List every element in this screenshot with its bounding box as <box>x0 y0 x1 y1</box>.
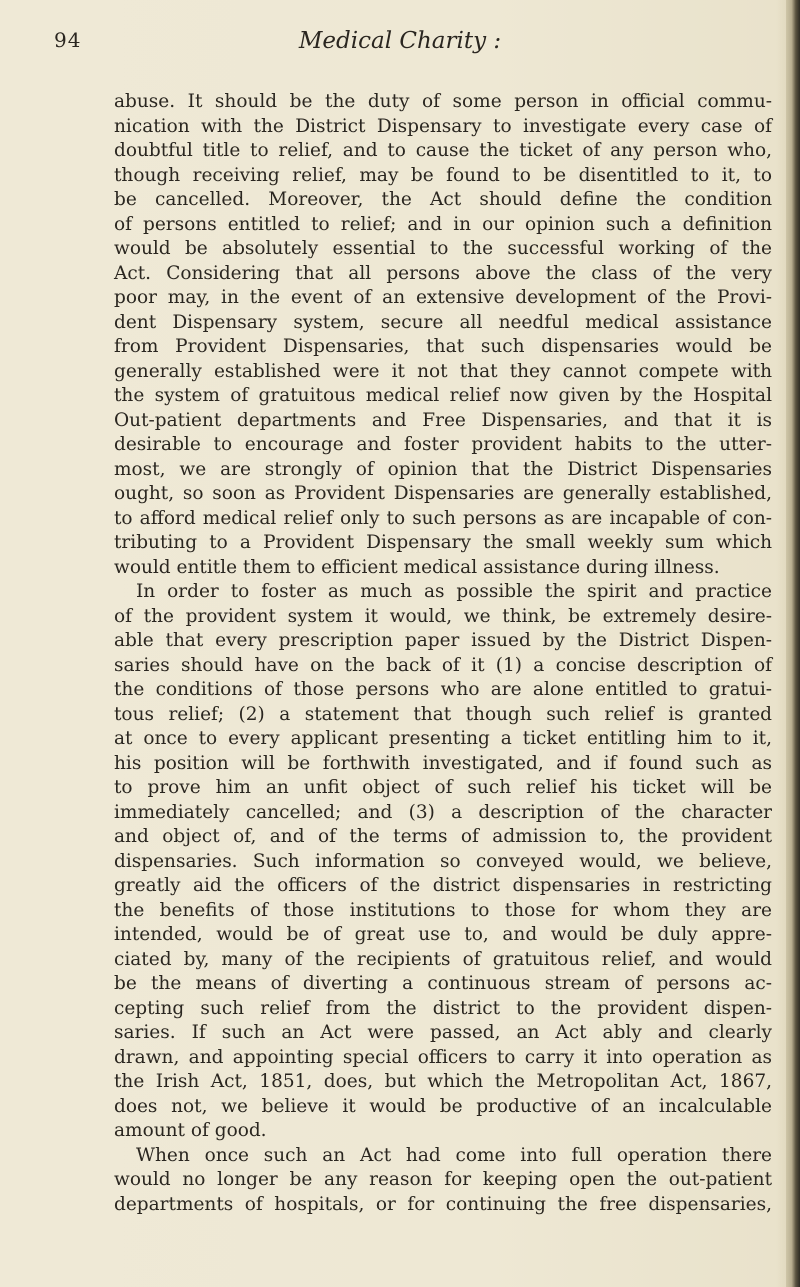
text-line: generally established were it not that they cannot compete with <box>114 360 772 382</box>
text-line: at once to every applicant presenting a ticket entitling him to it, <box>114 728 772 749</box>
text-line: tous relief; (2) a statement that though such relief is granted <box>114 703 772 725</box>
text-line: be the means of diverting a continuous stream of persons ac- <box>114 973 772 994</box>
text-line: of the provident system it would, we think, be extremely desire- <box>114 605 772 627</box>
text-line: desirable to encourage and foster provident habits to the utter- <box>114 434 772 455</box>
text-line: doubtful title to relief, and to cause the ticket of any person who, <box>114 140 772 161</box>
text-line: to afford medical relief only to such persons as are incapable of con- <box>114 507 772 529</box>
running-title: Medical Charity : <box>298 28 502 54</box>
page-number: 94 <box>54 28 82 52</box>
text-line: Act. Considering that all persons above the class of the very <box>114 262 772 284</box>
text-line: departments of hospitals, or for continuing the free dispensaries, <box>114 1193 772 1215</box>
page-header <box>0 28 800 68</box>
text-line: In order to foster as much as possible the spirit and practice <box>136 581 772 602</box>
text-line: the benefits of those institutions to those for whom they are <box>114 899 772 921</box>
text-line: would no longer be any reason for keeping open the out-patient <box>114 1169 772 1190</box>
text-line: poor may, in the event of an extensive development of the Provi- <box>114 287 772 308</box>
text-line: though receiving relief, may be found to be disentitled to it, to <box>114 164 772 186</box>
text-line: the system of gratuitous medical relief now given by the Hospital <box>114 385 772 406</box>
text-line: would be absolutely essential to the successful working of the <box>114 238 772 259</box>
text-line: cepting such relief from the district to the provident dispen- <box>114 997 772 1019</box>
text-line: greatly aid the officers of the district dispensaries in restricting <box>114 875 772 896</box>
text-line: saries. If such an Act were passed, an Act ably and clearly <box>114 1022 772 1043</box>
text-line: ciated by, many of the recipients of gratuitous relief, and would <box>114 948 772 970</box>
text-line: would entitle them to efficient medical assistance during illness. <box>114 556 720 578</box>
text-line: drawn, and appointing special officers to carry it into operation as <box>114 1046 772 1068</box>
text-line: dent Dispensary system, secure all needful medical assistance <box>114 311 772 333</box>
text-line: abuse. It should be the duty of some person in official commu- <box>114 91 772 112</box>
text-line: most, we are strongly of opinion that the District Dispensaries <box>114 458 772 480</box>
text-line: saries should have on the back of it (1) a concise description of <box>114 654 772 676</box>
text-line: tributing to a Provident Dispensary the small weekly sum which <box>114 532 772 553</box>
text-line: and object of, and of the terms of admission to, the provident <box>114 826 772 847</box>
text-line: ought, so soon as Provident Dispensaries are generally established, <box>114 483 772 504</box>
text-line: intended, would be of great use to, and would be duly appre- <box>114 924 772 945</box>
text-line: When once such an Act had come into full operation there <box>136 1144 772 1166</box>
text-line: the conditions of those persons who are alone entitled to gratui- <box>114 679 772 700</box>
page-edge-shadow <box>786 0 800 1287</box>
body-text <box>114 90 772 1217</box>
text-line: his position will be forthwith investigated, and if found such as <box>114 752 772 774</box>
text-line: be cancelled. Moreover, the Act should define the condition <box>114 189 772 210</box>
text-line: does not, we believe it would be productive of an incalculable <box>114 1095 772 1117</box>
text-line: the Irish Act, 1851, does, but which the Metropolitan Act, 1867, <box>114 1071 772 1092</box>
text-line: able that every prescription paper issued by the District Dispen- <box>114 630 772 651</box>
text-line: dispensaries. Such information so conveyed would, we believe, <box>114 850 772 872</box>
text-line: of persons entitled to relief; and in our opinion such a definition <box>114 213 772 235</box>
text-line: from Provident Dispensaries, that such dispensaries would be <box>114 336 772 357</box>
text-line: nication with the District Dispensary to investigate every case of <box>114 115 772 137</box>
text-line: Out-patient departments and Free Dispensaries, and that it is <box>114 409 772 431</box>
text-line: amount of good. <box>114 1120 267 1141</box>
text-line: to prove him an unfit object of such relief his ticket will be <box>114 777 772 798</box>
text-line: immediately cancelled; and (3) a description of the character <box>114 801 772 823</box>
